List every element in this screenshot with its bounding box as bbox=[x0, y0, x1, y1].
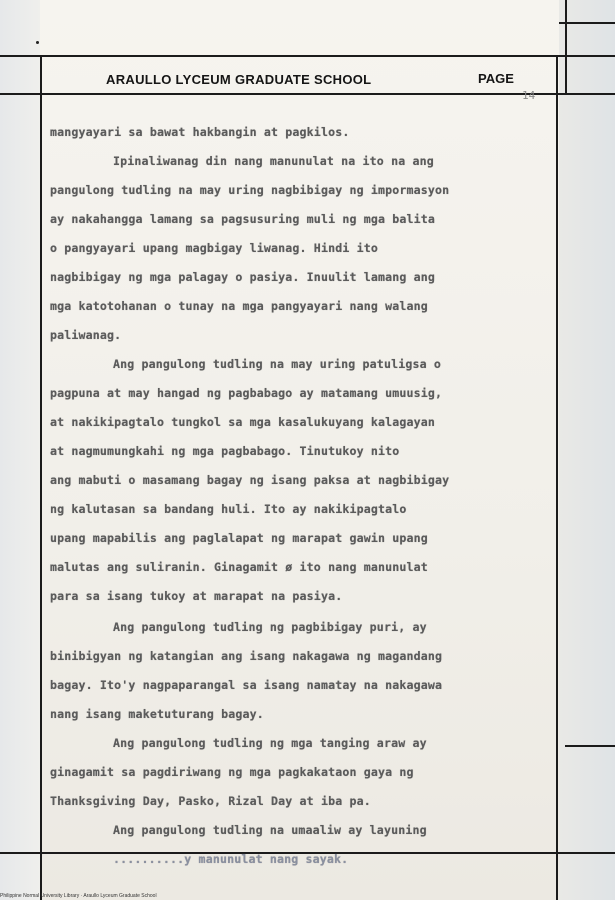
text-line: ..........y manunulat nang sayak. bbox=[113, 852, 349, 866]
text-line: Thanksgiving Day, Pasko, Rizal Day at iba pa. bbox=[50, 794, 371, 808]
text-line: at nagmumungkahi ng mga pagbabago. Tinutukoy nito bbox=[50, 444, 400, 458]
text-line: at nakikipagtalo tungkol sa mga kasalukuyang kalagayan bbox=[50, 415, 436, 429]
text-line: upang mapabilis ang paglalapat ng marapat gawin upang bbox=[50, 531, 428, 545]
text-line: Ang pangulong tudling na umaaliw ay layuning bbox=[113, 823, 427, 837]
text-line: pangulong tudling na may uring nagbibigay ng impormasyon bbox=[50, 183, 450, 197]
text-line: nang isang maketuturang bagay. bbox=[50, 707, 264, 721]
text-line: pagpuna at may hangad ng pagbabago ay matamang umuusig, bbox=[50, 386, 443, 400]
right-edge-rule bbox=[565, 0, 567, 93]
left-margin-rule bbox=[40, 57, 42, 900]
right-rule-upper bbox=[559, 22, 615, 24]
text-line: mga katotohanan o tunay na mga pangyayari nang walang bbox=[50, 299, 428, 313]
scan-footer: Philippine Normal University Library · Araullo Lyceum Graduate School bbox=[0, 893, 157, 899]
text-line: para sa isang tukoy at marapat na pasiya. bbox=[50, 589, 343, 603]
text-line: malutas ang suliranin. Ginagamit ø ito nang manunulat bbox=[50, 560, 428, 574]
page-label: PAGE bbox=[478, 71, 514, 86]
right-margin-strip bbox=[559, 0, 615, 900]
text-line: bagay. Ito'y nagpaparangal sa isang namatay na nakagawa bbox=[50, 678, 443, 692]
text-line: ay nakahangga lamang sa pagsusuring muli ng mga balita bbox=[50, 212, 436, 226]
left-margin-strip bbox=[0, 0, 40, 900]
text-line: binibigyan ng katangian ang isang nakagawa ng magandang bbox=[50, 649, 443, 663]
text-line: Ang pangulong tudling ng pagbibigay puri, ay bbox=[113, 620, 427, 634]
text-line: Ang pangulong tudling na may uring patuligsa o bbox=[113, 357, 441, 371]
text-line: Ipinaliwanag din nang manunulat na ito na ang bbox=[113, 154, 434, 168]
text-line: o pangyayari upang magbigay liwanag. Hindi ito bbox=[50, 241, 378, 255]
top-rule bbox=[0, 55, 615, 57]
text-line: paliwanag. bbox=[50, 328, 122, 342]
text-line: nagbibigay ng mga palagay o pasiya. Inuulit lamang ang bbox=[50, 270, 436, 284]
text-line: ng kalutasan sa bandang huli. Ito ay nakikipagtalo bbox=[50, 502, 407, 516]
right-margin-rule bbox=[556, 57, 558, 900]
text-line: Ang pangulong tudling ng mga tanging araw ay bbox=[113, 736, 427, 750]
page-number: 14 bbox=[522, 89, 536, 102]
right-rule-lower bbox=[565, 745, 615, 747]
text-line: ginagamit sa pagdiriwang ng mga pagkakataon gaya ng bbox=[50, 765, 414, 779]
binder-dot bbox=[36, 41, 39, 44]
school-name: ARAULLO LYCEUM GRADUATE SCHOOL bbox=[106, 72, 372, 87]
text-line: ang mabuti o masamang bagay ng isang paksa at nagbibigay bbox=[50, 473, 450, 487]
text-line: mangyayari sa bawat hakbangin at pagkilos. bbox=[50, 125, 350, 139]
